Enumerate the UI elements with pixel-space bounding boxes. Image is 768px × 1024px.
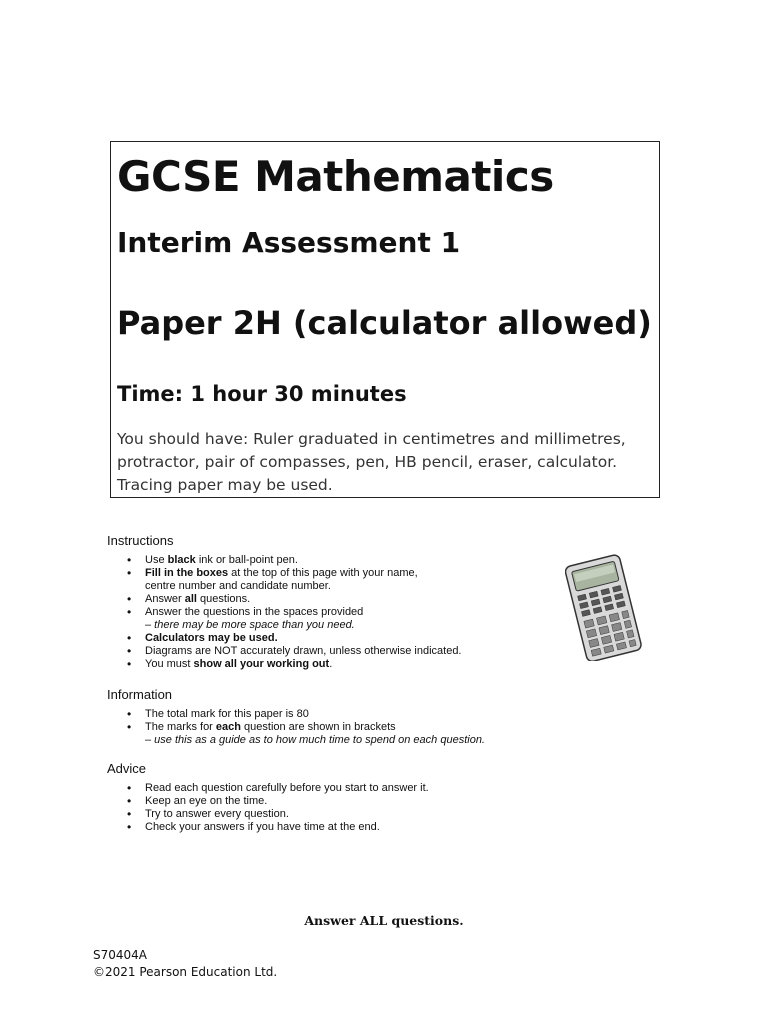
list-item: • The total mark for this paper is 80: [127, 708, 485, 721]
list-item: • Read each question carefully before you start to answer it.: [127, 782, 429, 795]
cover-title: GCSE Mathematics: [117, 152, 554, 201]
copyright: ©2021 Pearson Education Ltd.: [93, 965, 278, 979]
list-item: • Answer all questions.: [127, 593, 462, 606]
list-item: • Fill in the boxes at the top of this page with your name, centre number and candidate number.: [127, 567, 462, 593]
footer: [93, 947, 277, 981]
cover-title-box: [110, 141, 660, 498]
advice-heading: Advice: [107, 761, 147, 776]
calculator-icon: [565, 553, 643, 666]
cover-subtitle: Interim Assessment 1: [117, 226, 461, 259]
list-item: • Answer the questions in the spaces provided – there may be more space than you need.: [127, 606, 462, 632]
advice-list: [107, 782, 429, 834]
instructions-section: [107, 533, 462, 671]
list-item: • Diagrams are NOT accurately drawn, unless otherwise indicated.: [127, 645, 462, 658]
list-item: • Use black ink or ball-point pen.: [127, 554, 462, 567]
list-item: • Try to answer every question.: [127, 808, 429, 821]
list-item: • You must show all your working out.: [127, 658, 462, 671]
list-item: • Calculators may be used.: [127, 632, 462, 645]
equipment-requirements: You should have: Ruler graduated in centimetres and millimetres, protractor, pair of compasses, pen, HB pencil, eraser, calculator. Tracing paper may be used.: [117, 430, 626, 494]
information-heading: Information: [107, 687, 173, 702]
paper-title: Paper 2H (calculator allowed): [117, 304, 652, 342]
paper-code: S70404A: [93, 948, 147, 962]
instructions-heading: Instructions: [107, 533, 174, 548]
instructions-list: [107, 554, 462, 671]
time-allowed: Time: 1 hour 30 minutes: [117, 382, 407, 406]
list-item: • Keep an eye on the time.: [127, 795, 429, 808]
list-item: • Check your answers if you have time at the end.: [127, 821, 429, 834]
answer-all-questions: Answer ALL questions.: [304, 913, 464, 928]
advice-section: [107, 761, 429, 834]
list-item: • The marks for each question are shown in brackets – use this as a guide as to how much time to spend on each question.: [127, 721, 485, 747]
information-list: [107, 708, 485, 747]
information-section: [107, 687, 485, 747]
